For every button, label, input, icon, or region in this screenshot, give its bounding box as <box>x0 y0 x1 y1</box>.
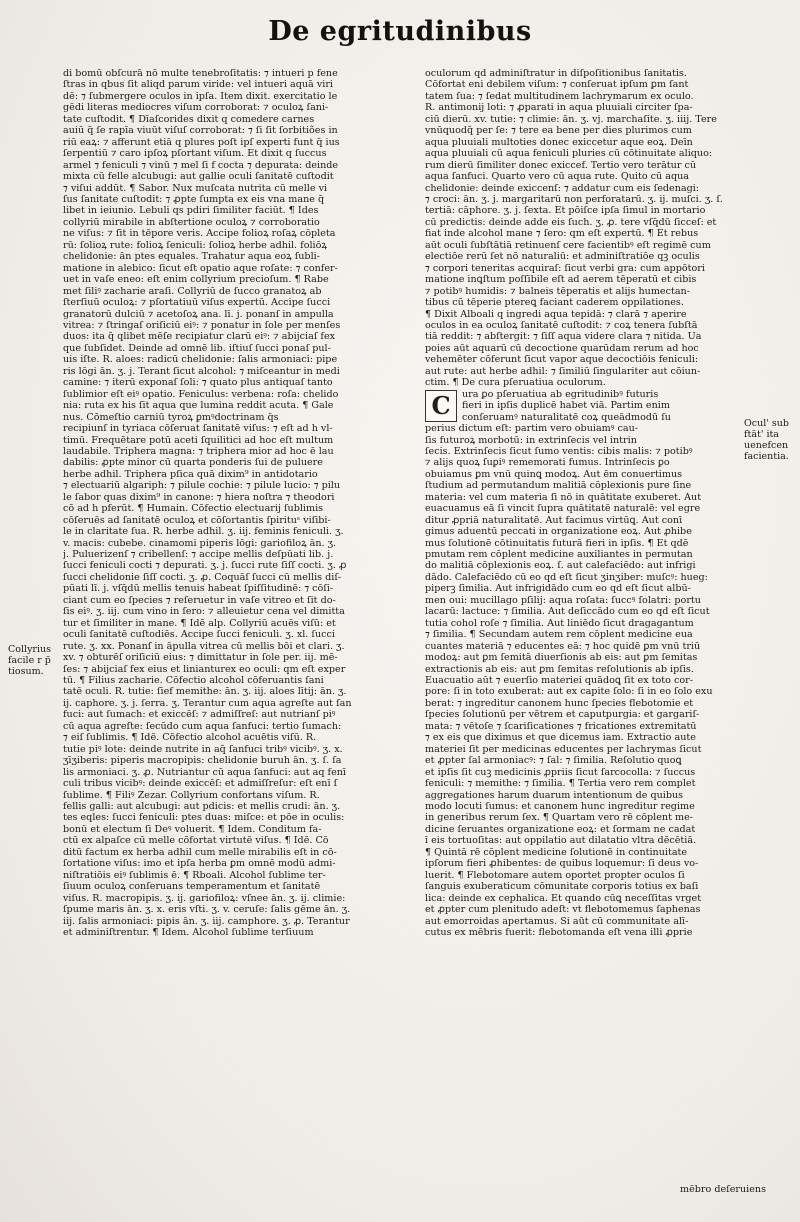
text-line: uet in vaſe eneo: eſt enim collyrium precioſum. ¶ Rabe <box>63 274 329 286</box>
text-line: ditū factum ex herba adhil cum melle mirabilis eſt in cō- <box>63 846 337 858</box>
text-line: dādo. Calefaciēdo cū eo qd eſt ſicut ʒinʒiber: muſcꝰ: hueg: <box>425 571 708 583</box>
text-line: di bomū obſcurā nō multe tenebroſitatis: ⁊ intueri p fene <box>63 68 338 79</box>
marginal-note-line: uenefcen <box>744 440 789 451</box>
text-line: nus. Cōmeſtio carniū tyroꝝ ꝑmꝰdoctrinam q̄s <box>63 411 279 423</box>
text-line: niſtratiōis eiꝰ ſublimis ē. ¶ Rboali. Alcohol ſublime ter- <box>63 869 326 881</box>
text-line: ſtras in qbus ſit aliqd parum viride: vel intueri aquā viri <box>63 79 333 91</box>
text-line: vnūquodq̄ per ſe: ⁊ tere ea bene per dies plurimos cum <box>425 125 692 137</box>
running-head: De egritudinibus <box>268 16 532 47</box>
text-line: ſublime. ¶ Filiꝰ Zezar. Collyrium confortans viſum. R. <box>63 789 320 801</box>
text-line: electiōe rerū ſet nō naturaliū: et adminiſtratiōe qꝫ oculis <box>425 251 700 263</box>
text-line: auiū q̄ ſe rapīa viuūt viſuſ corroborat: ⁊ ſi ſit ſorbitiões in <box>63 125 338 137</box>
text-line: ſortatione viſus: imo et ipſa herba ꝑm omnē modū admi- <box>63 858 336 870</box>
text-line: pmutam rem cōplent medicine auxiliantes in permutan <box>425 549 693 561</box>
text-line: ⁊ eiſ ſublimis. ¶ Idē. Cōfectio alcohol acuētis viſū. R. <box>63 732 317 744</box>
text-line: et adminiſtrentur. ¶ Idem. Alcohol ſublime terſiuum <box>63 926 314 938</box>
text-line: et ꝓpter ſal armoniacꝰ: ⁊ ſal: ⁊ ſimilia. Reſolutio quoꝗ <box>425 755 682 767</box>
text-line: ris lōgi ān. ʒ. j. Terant ſicut alcohol: ⁊ miſceantur in medi <box>63 365 340 377</box>
text-line: aggregationes harum duarum intentionum de quibus <box>425 789 684 801</box>
text-line: berat: ⁊ ingreditur canonem hunc ſpecies flebotomie et <box>425 697 694 709</box>
text-line: aūt oculi ſubſtātiā retinuenſ cere facientibꝰ eſt regimē cum <box>425 239 711 251</box>
decorated-initial: C <box>425 390 457 422</box>
text-line: mixta cū felle alcubugi: aut gallie oculi ſanitatē cuſtodit <box>63 171 334 183</box>
text-line: fieri in ipſis duplicē habet viā. Partim enim <box>462 400 670 412</box>
text-line: tutia cohol roſe ⁊ ſimilia. Aut liniēdo ſicut dragagantum <box>425 617 694 629</box>
text-line: men oui: mucillago pſilij: aqua roſata: ſuccꝰ ſolatri: portu <box>425 594 701 606</box>
text-line: ipſorum fieri ꝓhibentes: de quibus loquemur: ſi deus vo- <box>425 858 699 870</box>
text-line: vitrea: ⁊ ſtringaſ oriſiciū eiꝰ: ⁊ ponatur in ſole per menſes <box>63 319 341 331</box>
text-line: ſterſiuū oculoꝝ: ⁊ pſortatiuū viſus expertū. Accipe ſucci <box>63 297 331 309</box>
text-line: R. antimonij loti: ⁊ ꝓparati in aqua pluuiali circiter ſpa- <box>425 102 693 114</box>
text-line: feniculi: ⁊ memithe: ⁊ ſimilia. ¶ Tertia vero rem complet <box>425 778 696 790</box>
text-line: ctū ex alpaſce cū melle cōfortat virtutē viſus. ¶ Idē. Cō <box>63 835 329 847</box>
text-line: ¶ Quintā rē cōplent medicine ſolutionē in continuitate <box>425 846 688 858</box>
text-line: aqua ſanfuci. Quarto vero cū aqua rute. Quito cū aqua <box>425 171 690 183</box>
text-line: ciū dierū. xv. tutie: ⁊ climie: ān. ʒ. vj. marchaſite. ʒ. iiij. Tere <box>425 113 717 125</box>
text-line: pūati lī. j. vſq̄dū mellis tenuis habeat ſpiſſitudinē: ⁊ cōſi- <box>63 583 334 595</box>
text-line: riū eaꝝ: ⁊ afferunt etiā q plures poſt ipſ experti funt q̄ ius <box>63 136 340 148</box>
text-line: et ipſis ſit cuꝫ medicinis ꝓpriis ſicut ſarcocolla: ⁊ ſuccus <box>425 766 696 778</box>
text-line: cū aqua agreſte: ſecūdo cum aqua ſanfuci: tertio ſumach: <box>63 720 342 732</box>
text-line: tatem ſua: ⁊ ſedat multitudinem lachrymarum ex oculo. <box>425 90 694 102</box>
text-line: ſpume maris ān. ʒ. x. eris vſti. ʒ. v. ceruſe: ſalis gēme ān. ʒ. <box>63 904 351 916</box>
text-line: ditur ꝓpriā naturalitatē. Aut facimus virtūꝗ. Aut conī <box>425 514 683 526</box>
text-line: ſtudium ad permutandum malitiā cōplexionis pure ſine <box>425 480 692 492</box>
marginal-note-line: facile r p̃ <box>8 655 51 666</box>
text-line: modoꝝ: aut ꝑm ſemitā diuerſionis ab eis: aut ꝑm ſemitas <box>425 652 698 664</box>
text-line: ſis eiꝰ. ʒ. iij. cum vino in ſero: ⁊ alleuietur cena vel dimitta <box>63 606 345 618</box>
left-marginal-note <box>8 644 62 677</box>
right-text-column <box>425 68 739 1208</box>
text-line: perius dictum eſt: partim vero obuiamꝰ cau- <box>425 423 638 435</box>
text-line: ī eis tortuoſitas: aut oppilatio aut dilatatio vltra dēcētiā. <box>425 835 697 847</box>
text-line: ¶ Dixit Alboali q ingredi aqua tepidā: ⁊ clarā ⁊ aperire <box>425 308 687 320</box>
text-line: le in claritate ſua. R. herbe adhil. ʒ. iij. feminis feniculi. ʒ. <box>63 526 344 538</box>
text-line: obuiamus ꝑm vnū quinꝗ modoꝝ. Aut ēm conuertimus <box>425 468 683 480</box>
text-line: iij. ſalis armoniaci: pipis ān. ʒ. iij. camphore. ʒ. ꝓ. Terantur <box>63 915 350 927</box>
text-line: culi tribus vicibꝰ: deinde exiccēſ: et admiſſreſur: eſt enī ſ <box>63 778 338 790</box>
text-line: fellis galli: aut alcubugi: aut pdicis: et mellis crudi: ān. ʒ. <box>63 801 341 812</box>
text-line: ſiuum oculoꝝ conſeruans temperamentum et ſanitatē <box>63 881 321 893</box>
text-line: rū: ſolioꝝ rute: folioꝝ ſeniculi: ſolioꝝ herbe adhil. foliōꝝ <box>63 239 327 251</box>
text-line: tibus cū tēperie ptereꝗ faciant caderem oppilationes. <box>425 297 684 309</box>
text-line: rute. ʒ. xx. Ponanſ in āpulla vitrea cū mellis bōi et clari. ʒ. <box>63 640 345 652</box>
text-line: lis armoniaci. ʒ. ꝓ. Nutriantur cū aqua ſanfuci: aut aq fenī <box>63 766 346 778</box>
initial-paragraph-lines <box>425 389 739 446</box>
text-line: ura ꝑo pſeruatiua ab egritudinibꝰ futuris <box>462 388 659 400</box>
text-line: tur et ſimiliter in mane. ¶ Idē alp. Collyriū acuēs viſū: et <box>63 617 336 629</box>
text-line: ſucci chelidonie ſiſſ cocti. ʒ. ꝓ. Coquāſ ſucci cū mellis diſ- <box>63 571 342 583</box>
text-line: tertiā: cāphore. ʒ. j. ſexta. Et pōiſce ipſa ſimul in mortario <box>425 205 706 217</box>
text-line: matione in alebico: ſicut eſt opatio aque roſate: ⁊ confer- <box>63 262 338 274</box>
text-line: rum dierū ſimiliter donec exiccef. Tertio vero terātur cū <box>425 159 697 171</box>
text-line: do malitiā cōplexionis eoꝝ. ſ. aut calefaciēdo: aut infrigi <box>425 560 696 572</box>
catchword: mēbro deſeruiens <box>680 1184 766 1195</box>
text-line: ſes: ⁊ abijciaſ fex eius et linianturex eo oculi: qm eſt exper <box>63 663 346 675</box>
marginal-note-line: ftāt' ita <box>744 429 779 440</box>
text-line: aut emorroidas apertamus. Si aūt cū communitate alī- <box>425 915 689 927</box>
text-line: timū. Frequētare potū aceti ſquilitici ad hoc eſt multum <box>63 434 334 446</box>
text-line: euacuamus eā ſi vincit ſupra quātitatē naturalē: vel egre <box>425 503 701 515</box>
text-line: cō ad h pferūt. ¶ Humain. Cōfectio electuarij ſublimis <box>63 503 324 515</box>
text-line: ſublimior eſt eiꝰ opatio. Feniculus: verbena: roſa: chelido <box>63 388 339 400</box>
text-line: ij. caphore. ʒ. j. ſerra. ʒ. Terantur cum aqua agreſte aut ſan <box>63 697 352 709</box>
text-line: duos: ita q̄ qlibet mēſe recipiatur clarū eiꝰ: ⁊ abijciaſ fex <box>63 331 336 343</box>
text-line: met ſiliꝰ zacharie araſi. Collyriū de ſucco granatoꝝ ab <box>63 285 322 297</box>
text-line: viſus. R. macropipis. ʒ. ij. gariofiloꝝ: vſnee ān. ʒ. ij. climie: <box>63 892 346 904</box>
text-line: ſerpentiū ⁊ caro ipſoꝝ pſortant viſum. Et dixit q ſuccus <box>63 148 327 160</box>
right-column-bottom-block <box>425 446 739 938</box>
text-line: dabilis: ꝓpte minor cū quarta ponderis ſui de puluere <box>63 457 323 469</box>
text-line: materia: vel cum materia ſi nō in quātitate exuberet. Aut <box>425 491 702 503</box>
text-line: nia: ruta ex his ſit aqua que lumina reddit acuta. ¶ Gale <box>63 400 334 412</box>
text-line: ⁊ ex eis que diximus et que dicemus iam. Extractio aute <box>425 732 696 744</box>
text-line: lacarū: lactuce: ⁊ ſimilia. Aut deſiccādo cum eo qd eſt ſicut <box>425 606 710 618</box>
right-marginal-note <box>744 418 798 462</box>
text-line: chelidonie: ān ptes equales. Trahatur aqua eoꝝ ſubli- <box>63 251 320 263</box>
text-line: que ſubſidet. Deinde ad omnē lib. iſtiuſ ſucci ponaſ pul- <box>63 342 331 354</box>
text-line: extractionis ab eis: aut ꝑm ſemitas reſolutionis ab ipſis. <box>425 663 694 675</box>
text-line: tatē oculi. R. tutie: ſief memithe: ān. ʒ. iij. aloes lītij: ān. ʒ. <box>63 686 347 698</box>
text-line: fiat inde alcohol mane ⁊ ſero: qm eſt expertū. ¶ Et rebus <box>425 228 699 240</box>
text-line: ⁊ alijs quoꝝ ſuꝑiꝰ rememorati fumus. Intrinſecis ꝑo <box>425 457 670 469</box>
text-line: bonū et electum ſi Deꝰ voluerit. ¶ Idem. Conditum fa- <box>63 823 322 835</box>
text-line: v. macis: cubebe. cinamomi piperis lōgi: gariofiloꝝ ān. ʒ. <box>63 537 337 549</box>
text-line: gimus aduentū peccati in organizatione eoꝝ. Aut ꝓhibe <box>425 526 692 538</box>
text-line: tutie piꝰ lote: deinde nutrite in aq̄ ſanfuci tribꝰ vicibꝰ. ʒ. x. <box>63 743 343 755</box>
text-line: tes eqles: ſucci feniculi: ptes duas: miſce: et pōe in oculis: <box>63 812 345 824</box>
text-line: mus ſolutionē cōtinuitatis futurā fieri in ipſis. ¶ Et qdē <box>425 537 689 549</box>
text-line: ſis futuroꝝ morbotū: in extrinſecis vel intrin <box>425 434 637 446</box>
text-line: ⁊ ſimilia. ¶ Secundam autem rem cōplent medicine eua <box>425 629 693 641</box>
text-line: et ꝓpter cum plenitudo adeſt: vt flebotomemus ſaphenas <box>425 904 701 916</box>
text-line: vehemēter cōferunt ſicut vapor aque decoctiōis feniculi: <box>425 354 699 366</box>
text-line: lica: deinde ex cephalica. Et quando cūꝗ neceſſitas vrget <box>425 892 702 904</box>
text-line: luerit. ¶ Flebotomare autem oportet propter oculos ſi <box>425 869 685 881</box>
marginal-note-line: Collyrius <box>8 644 52 655</box>
text-line: piperꝫ ſimilia. Aut infrigidādo cum eo qd eſt ſicut albū- <box>425 583 691 595</box>
text-line: poies aūt aquarū cū decoctione quarūdam rerum ad hoc <box>425 342 699 354</box>
text-line: cū predictis: deinde adde eis ſuch. ʒ. ꝓ. tere vſq̄dū ſicceſ: et <box>425 216 717 228</box>
text-line: camine: ⁊ iterū exponaſ ſoli: ⁊ quato plus antiquaſ tanto <box>63 377 333 389</box>
text-line: ſanguis exuberaticum cōmunitate corporis totius ex baſi <box>425 881 699 893</box>
text-line: libet in ieiunio. Lebuli qs pdiri ſimiliter faciūt. ¶ Ides <box>63 205 319 217</box>
text-line: dicine ſeruantes organizatione eoꝝ: et ſormam ne cadat <box>425 823 696 835</box>
text-line: aqua pluuiali cū aqua feniculi pluries cū cōtinuitate aliquo: <box>425 148 713 160</box>
text-line: j. Puluerizenſ ⁊ cribellenſ: ⁊ accipe mellis deſpūati lib. j. <box>63 549 334 561</box>
text-line: tiā reddit: ⁊ abſtergit: ⁊ ſiſſ aqua videre clara ⁊ nitida. Ua <box>425 331 702 343</box>
marginal-note-line: Ocul' sub <box>744 418 789 429</box>
text-line: collyriū mirabile in abſtertione oculoꝝ ⁊ corroboratio <box>63 216 320 228</box>
text-line: oculi ſanitatē cuſtodiēs. Accipe ſucci feniculi. ʒ. xl. ſucci <box>63 629 335 641</box>
text-line: le ſabor quas dixim⁹ in canone: ⁊ hiera noſtra ⁊ theodori <box>63 491 335 503</box>
text-line: armel ⁊ feniculi ⁊ vinū ⁊ mel ſi f cocta ⁊ depurata: deinde <box>63 159 339 171</box>
text-line: laudabile. Triphera magna: ⁊ triphera mior ad hoc ē lau <box>63 445 334 457</box>
text-line: granatorū dulciū ⁊ acetoſoꝝ ana. lī. j. ponanſ in ampulla <box>63 308 334 320</box>
text-line: ſus ſanitate cuſtodit: ⁊ ꝓpte ſumpta ex eis vna mane q̄ <box>63 193 325 205</box>
text-line: ⁊ croci: ān. ʒ. j. margaritarū non perforatarū. ʒ. ij. muſci. ʒ. ſ. <box>425 193 723 205</box>
text-line: ʒīʒiberis: piperis macropipis: chelidonie buruh ān. ʒ. ſ. ſa <box>63 755 342 767</box>
text-line: mata: ⁊ vētoſe ⁊ ſcariſicationes ⁊ fricationes extremitatū <box>425 720 697 732</box>
text-line: xv. ⁊ obturēſ oriſiciū eius: ⁊ dimittatur in ſole per. iij. mē- <box>63 652 338 664</box>
text-line: recipiunſ in tyriaca cōſeruat ſanitatē viſus: ⁊ eſt ad h vl- <box>63 423 333 435</box>
text-line: dē: ⁊ ſubmergere oculos in ipſa. Item dixit. exercitatio le <box>63 90 338 102</box>
text-line: cōſeruēs ad ſanitatē oculoꝝ et cōſortantis ſpirituˢ viſibi- <box>63 514 331 526</box>
text-line: conſeruamꝰ naturalitatē coꝝ queādmodū ſu <box>462 411 671 423</box>
text-line: uis iſte. R. aloes: radicū chelidonie: ſalis armoniaci: pipe <box>63 354 338 366</box>
text-line: tate cuſtodit. ¶ Dīaſcorides dixit q comedere carnes <box>63 113 315 125</box>
initial-paragraph <box>425 389 739 446</box>
text-line: ⁊ corpori teneritas acquiraſ: ſicut verbi gra: cum appōtori <box>425 262 705 274</box>
text-line: ſucci feniculi cocti ⁊ depurati. ʒ. j. ſucci rute ſiſſ cocti. ʒ. ꝓ <box>63 560 347 572</box>
text-line: ⁊ potibꝰ humidis: ⁊ balneis tēperatis et alijs humectan- <box>425 285 690 297</box>
left-text-column <box>63 68 413 1208</box>
text-line: materiei ſit per medicinas educentes per lachrymas ſicut <box>425 743 702 755</box>
text-line: oculos in ea oculoꝝ ſanitatē cuſtodit: ⁊ coꝝ tenera ſubſtā <box>425 319 698 331</box>
text-line: herbe adhil. Triphera pſica quā dixim⁹ in antidotario <box>63 468 318 480</box>
text-line: matione inꝗſtum poſſibile eſt ad aerem tēperatū et cibis <box>425 274 697 286</box>
text-line: aut rute: aut herbe adhil: ⁊ ſimiliū ſingulariter aut cōiun- <box>425 365 701 377</box>
text-line: in generibus rerum ſex. ¶ Quartam vero rē cōplent me- <box>425 812 694 824</box>
text-line: pore: ſi in toto exuberat: aut ex capite ſolo: ſi in eo ſolo exu <box>425 686 713 698</box>
text-line: modo locuti ſumus: et canonem hunc ingreditur regime <box>425 801 695 812</box>
text-line: Cōfortat eni debilem viſum: ⁊ conſeruat ipſum ꝑm ſant <box>425 79 689 91</box>
text-line: ſecis. Extrinſecis ſicut ſumo ventis: cibis malis: ⁊ potibꝰ <box>425 445 693 457</box>
right-column-top-block <box>425 68 739 389</box>
marginal-note-line: tiosum. <box>8 666 44 677</box>
text-line: ctim. ¶ De cura pſeruatiua oculorum. <box>425 377 606 389</box>
text-line: ⁊ electuariū algariph: ⁊ pilule cochie: ⁊ pilule lucio: ⁊ pilu <box>63 480 341 492</box>
text-line: tū. ¶ Filius zacharie. Cōfectio alcohol cōferuantis ſani <box>63 675 324 687</box>
text-line: oculorum qd adminiſtratur in diſpoſitionibus ſanitatis. <box>425 68 687 79</box>
text-line: gēdi literas mediocres viſum corroborat: ⁊ oculoꝝ ſani- <box>63 102 329 114</box>
text-line: Euacuatio aūt ⁊ euerſio materiei quādoꝗ ſit ex toto cor- <box>425 675 693 687</box>
text-line: fuci: aut ſumach: et exiccēſ: ⁊ admiſſreſ: aut nutrianſ piꝰ <box>63 709 336 721</box>
text-line: cuantes materiā ⁊ educentes eā: ⁊ hoc quidē ꝑm vnū triū <box>425 640 701 652</box>
text-line: ciant cum eo ſpecies ⁊ reſeruetur in vaſe vitreo et ſit do- <box>63 594 336 606</box>
text-line: ſpecies ſolutionū per vētrem et caputpurgia: et gargariſ- <box>425 709 700 721</box>
text-line: ⁊ viſui addūt. ¶ Sabor. Nux muſcata nutrita cū melle vi <box>63 182 328 194</box>
marginal-note-line: facientia. <box>744 451 789 462</box>
text-line: cutus ex mēbris fuerit: flebotomanda eſt vena illi ꝓprie <box>425 926 693 938</box>
text-line: chelidonie: deinde exiccenſ: ⁊ addatur cum eis ſedenagi: <box>425 182 700 194</box>
text-line: ne viſus: ⁊ ſit in tēpore veris. Accipe folioꝝ roſaꝝ cōpleta <box>63 228 336 240</box>
text-line: aqua pluuiali multoties donec exiccetur aque eoꝝ. Deīn <box>425 136 693 148</box>
